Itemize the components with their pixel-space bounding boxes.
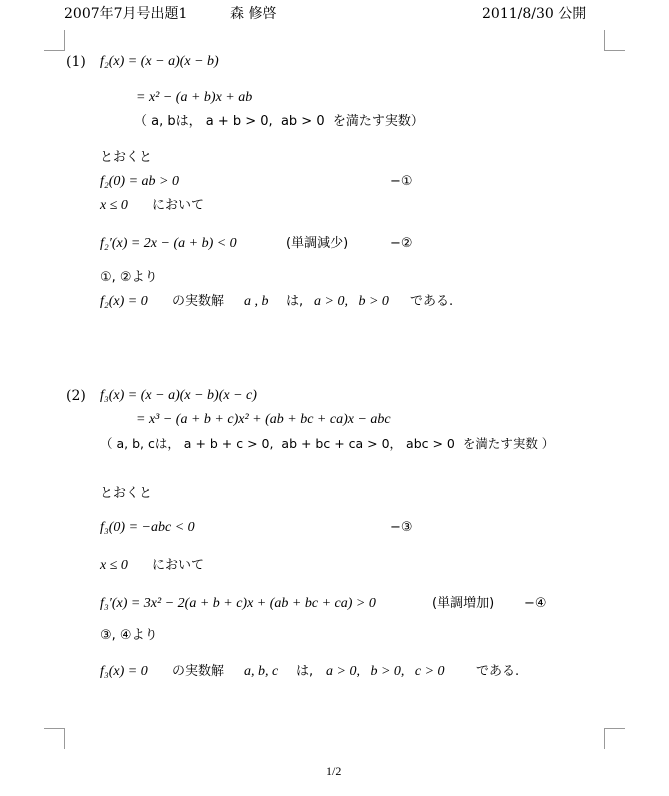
problem2-range-tail: において	[152, 558, 205, 573]
problem1-derivative-note: (単調減少)	[286, 236, 349, 251]
problem2-conclusion-mid: の実数解	[172, 664, 225, 679]
problem2-definition: f₃(x) = (x − a)(x − b)(x − c)	[100, 388, 257, 403]
problem1-from: ①, ②より	[100, 270, 158, 285]
problem2-conclusion-vars: a, b, c	[244, 664, 279, 679]
crop-mark-top-right	[604, 30, 625, 51]
problem1-conclusion-cond: a > 0, b > 0	[314, 294, 389, 309]
problem1-condition: （ a, bは， a + b > 0, ab > 0 を満たす実数）	[134, 114, 424, 129]
problem2-condition: （ a, b, cは， a + b + c > 0, ab + bc + ca > 0， abc > 0 を満たす実数 ）	[100, 436, 555, 451]
problem2-conclusion-end: である.	[476, 664, 520, 679]
problem2-conclusion-ha: は,	[296, 664, 314, 679]
problem1-conclusion-vars: a , b	[244, 294, 269, 309]
problem2-conclusion-cond: a > 0, b > 0, c > 0	[326, 664, 445, 679]
problem2-conclusion-eq: f₃(x) = 0	[100, 664, 148, 679]
problem1-derivative: f₂′(x) = 2x − (a + b) < 0	[100, 236, 237, 251]
problem1-definition: f₂(x) = (x − a)(x − b)	[100, 54, 219, 69]
problem2-mark-4: −④	[524, 596, 547, 611]
problem1-intro: とおくと	[100, 150, 153, 165]
problem1-mark-2: −②	[390, 236, 413, 251]
problem1-label: (1)	[66, 54, 86, 70]
header-date: 2011/8/30 公開	[482, 6, 587, 22]
crop-mark-bottom-right	[604, 728, 625, 749]
problem1-conclusion-eq: f₂(x) = 0	[100, 294, 148, 309]
problem1-value-at-zero: f₂(0) = ab > 0	[100, 174, 179, 189]
header-title: 2007年7月号出題1	[64, 6, 188, 22]
problem1-conclusion-end: である.	[410, 294, 454, 309]
page-number: 1/2	[326, 764, 342, 778]
problem2-mark-3: −③	[390, 520, 413, 535]
crop-mark-bottom-left	[44, 728, 65, 749]
header-author: 森 修啓	[230, 6, 277, 22]
problem2-intro: とおくと	[100, 486, 153, 501]
problem1-mark-1: −①	[390, 174, 413, 189]
problem2-label: (2)	[66, 388, 86, 404]
problem1-range: x ≤ 0	[100, 198, 128, 213]
problem1-expansion: = x² − (a + b)x + ab	[136, 90, 253, 105]
problem2-expansion: = x³ − (a + b + c)x² + (ab + bc + ca)x − abc	[136, 412, 391, 427]
problem2-value-at-zero: f₃(0) = −abc < 0	[100, 520, 195, 535]
problem1-conclusion-ha: は,	[286, 294, 304, 309]
problem2-derivative-note: (単調増加)	[432, 596, 495, 611]
problem2-derivative: f₃′(x) = 3x² − 2(a + b + c)x + (ab + bc + ca) > 0	[100, 596, 376, 611]
problem1-conclusion-mid: の実数解	[172, 294, 225, 309]
problem2-range: x ≤ 0	[100, 558, 128, 573]
problem1-range-tail: において	[152, 198, 205, 213]
problem2-from: ③, ④より	[100, 628, 158, 643]
crop-mark-top-left	[44, 30, 65, 51]
